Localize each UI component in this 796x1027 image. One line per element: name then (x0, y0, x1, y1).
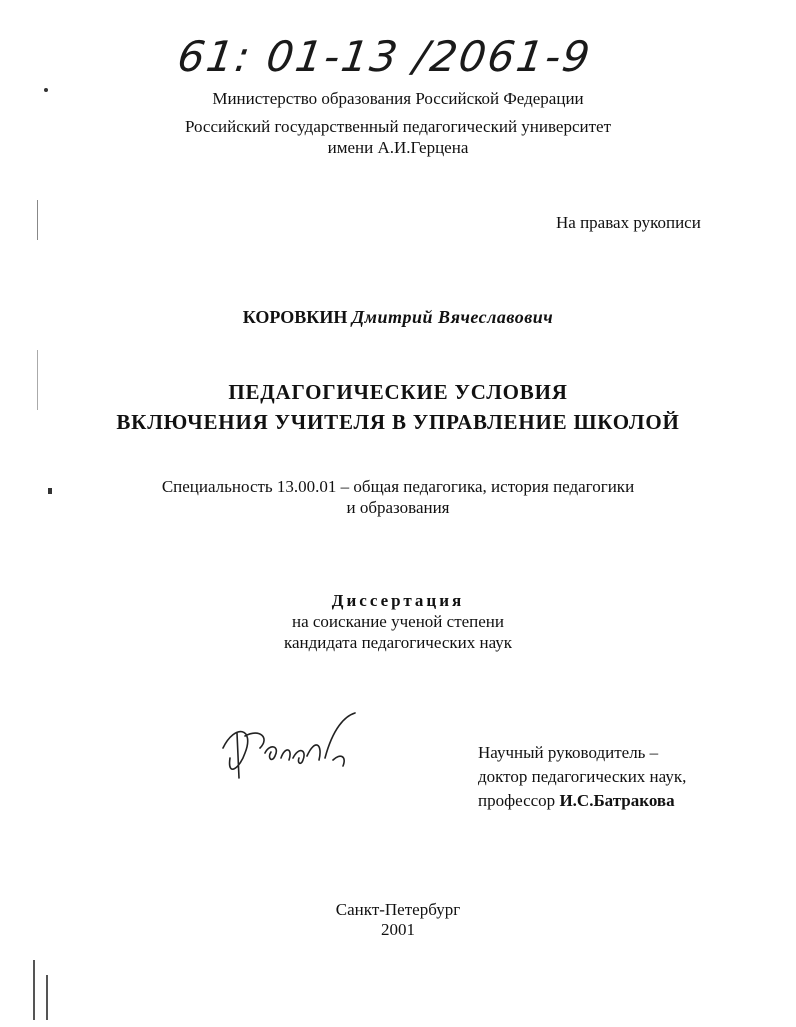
advisor-line-3 (478, 789, 686, 813)
imprint (0, 900, 796, 940)
degree-line-1: на соискание ученой степени (291, 612, 505, 631)
dissertation-title (0, 377, 796, 437)
year: 2001 (381, 920, 415, 939)
title-line-2: ВКЛЮЧЕНИЯ УЧИТЕЛЯ В УПРАВЛЕНИЕ ШКОЛОЙ (116, 410, 680, 434)
dissertation-heading: Диссертация (331, 591, 465, 610)
handwritten-archive-number: 61: 01-13 /2061-9 (174, 32, 595, 81)
university-name-line: имени А.И.Герцена (327, 138, 469, 157)
advisor-name: И.С.Батракова (559, 791, 675, 810)
advisor-line-1: Научный руководитель – (478, 743, 659, 762)
specialty (0, 476, 796, 518)
scan-line (37, 200, 38, 240)
university-line: Российский государственный педагогический университет (184, 117, 612, 136)
degree-line-2: кандидата педагогических наук (283, 633, 513, 652)
author-name (0, 307, 796, 328)
specialty-line-1: Специальность 13.00.01 – общая педагогика, история педагогики (161, 477, 635, 496)
city: Санкт-Петербург (335, 900, 461, 919)
manuscript-note: На правах рукописи (556, 213, 701, 232)
ministry-line: Министерство образования Российской Федерации (212, 89, 584, 108)
dissertation-block (0, 590, 796, 653)
scan-dot (48, 488, 52, 494)
scan-dot (44, 88, 48, 92)
scan-line (46, 975, 48, 1020)
advisor-block (478, 741, 686, 813)
title-line-1: ПЕДАГОГИЧЕСКИЕ УСЛОВИЯ (228, 380, 568, 404)
specialty-line-2: и образования (346, 498, 450, 517)
advisor-title: профессор (478, 791, 556, 810)
author-given-names: Дмитрий Вячеславович (351, 307, 554, 327)
advisor-line-2: доктор педагогических наук, (478, 767, 687, 786)
author-surname: КОРОВКИН (242, 307, 348, 327)
scan-line (33, 960, 35, 1020)
scan-line (37, 350, 38, 410)
author-signature (215, 708, 375, 788)
